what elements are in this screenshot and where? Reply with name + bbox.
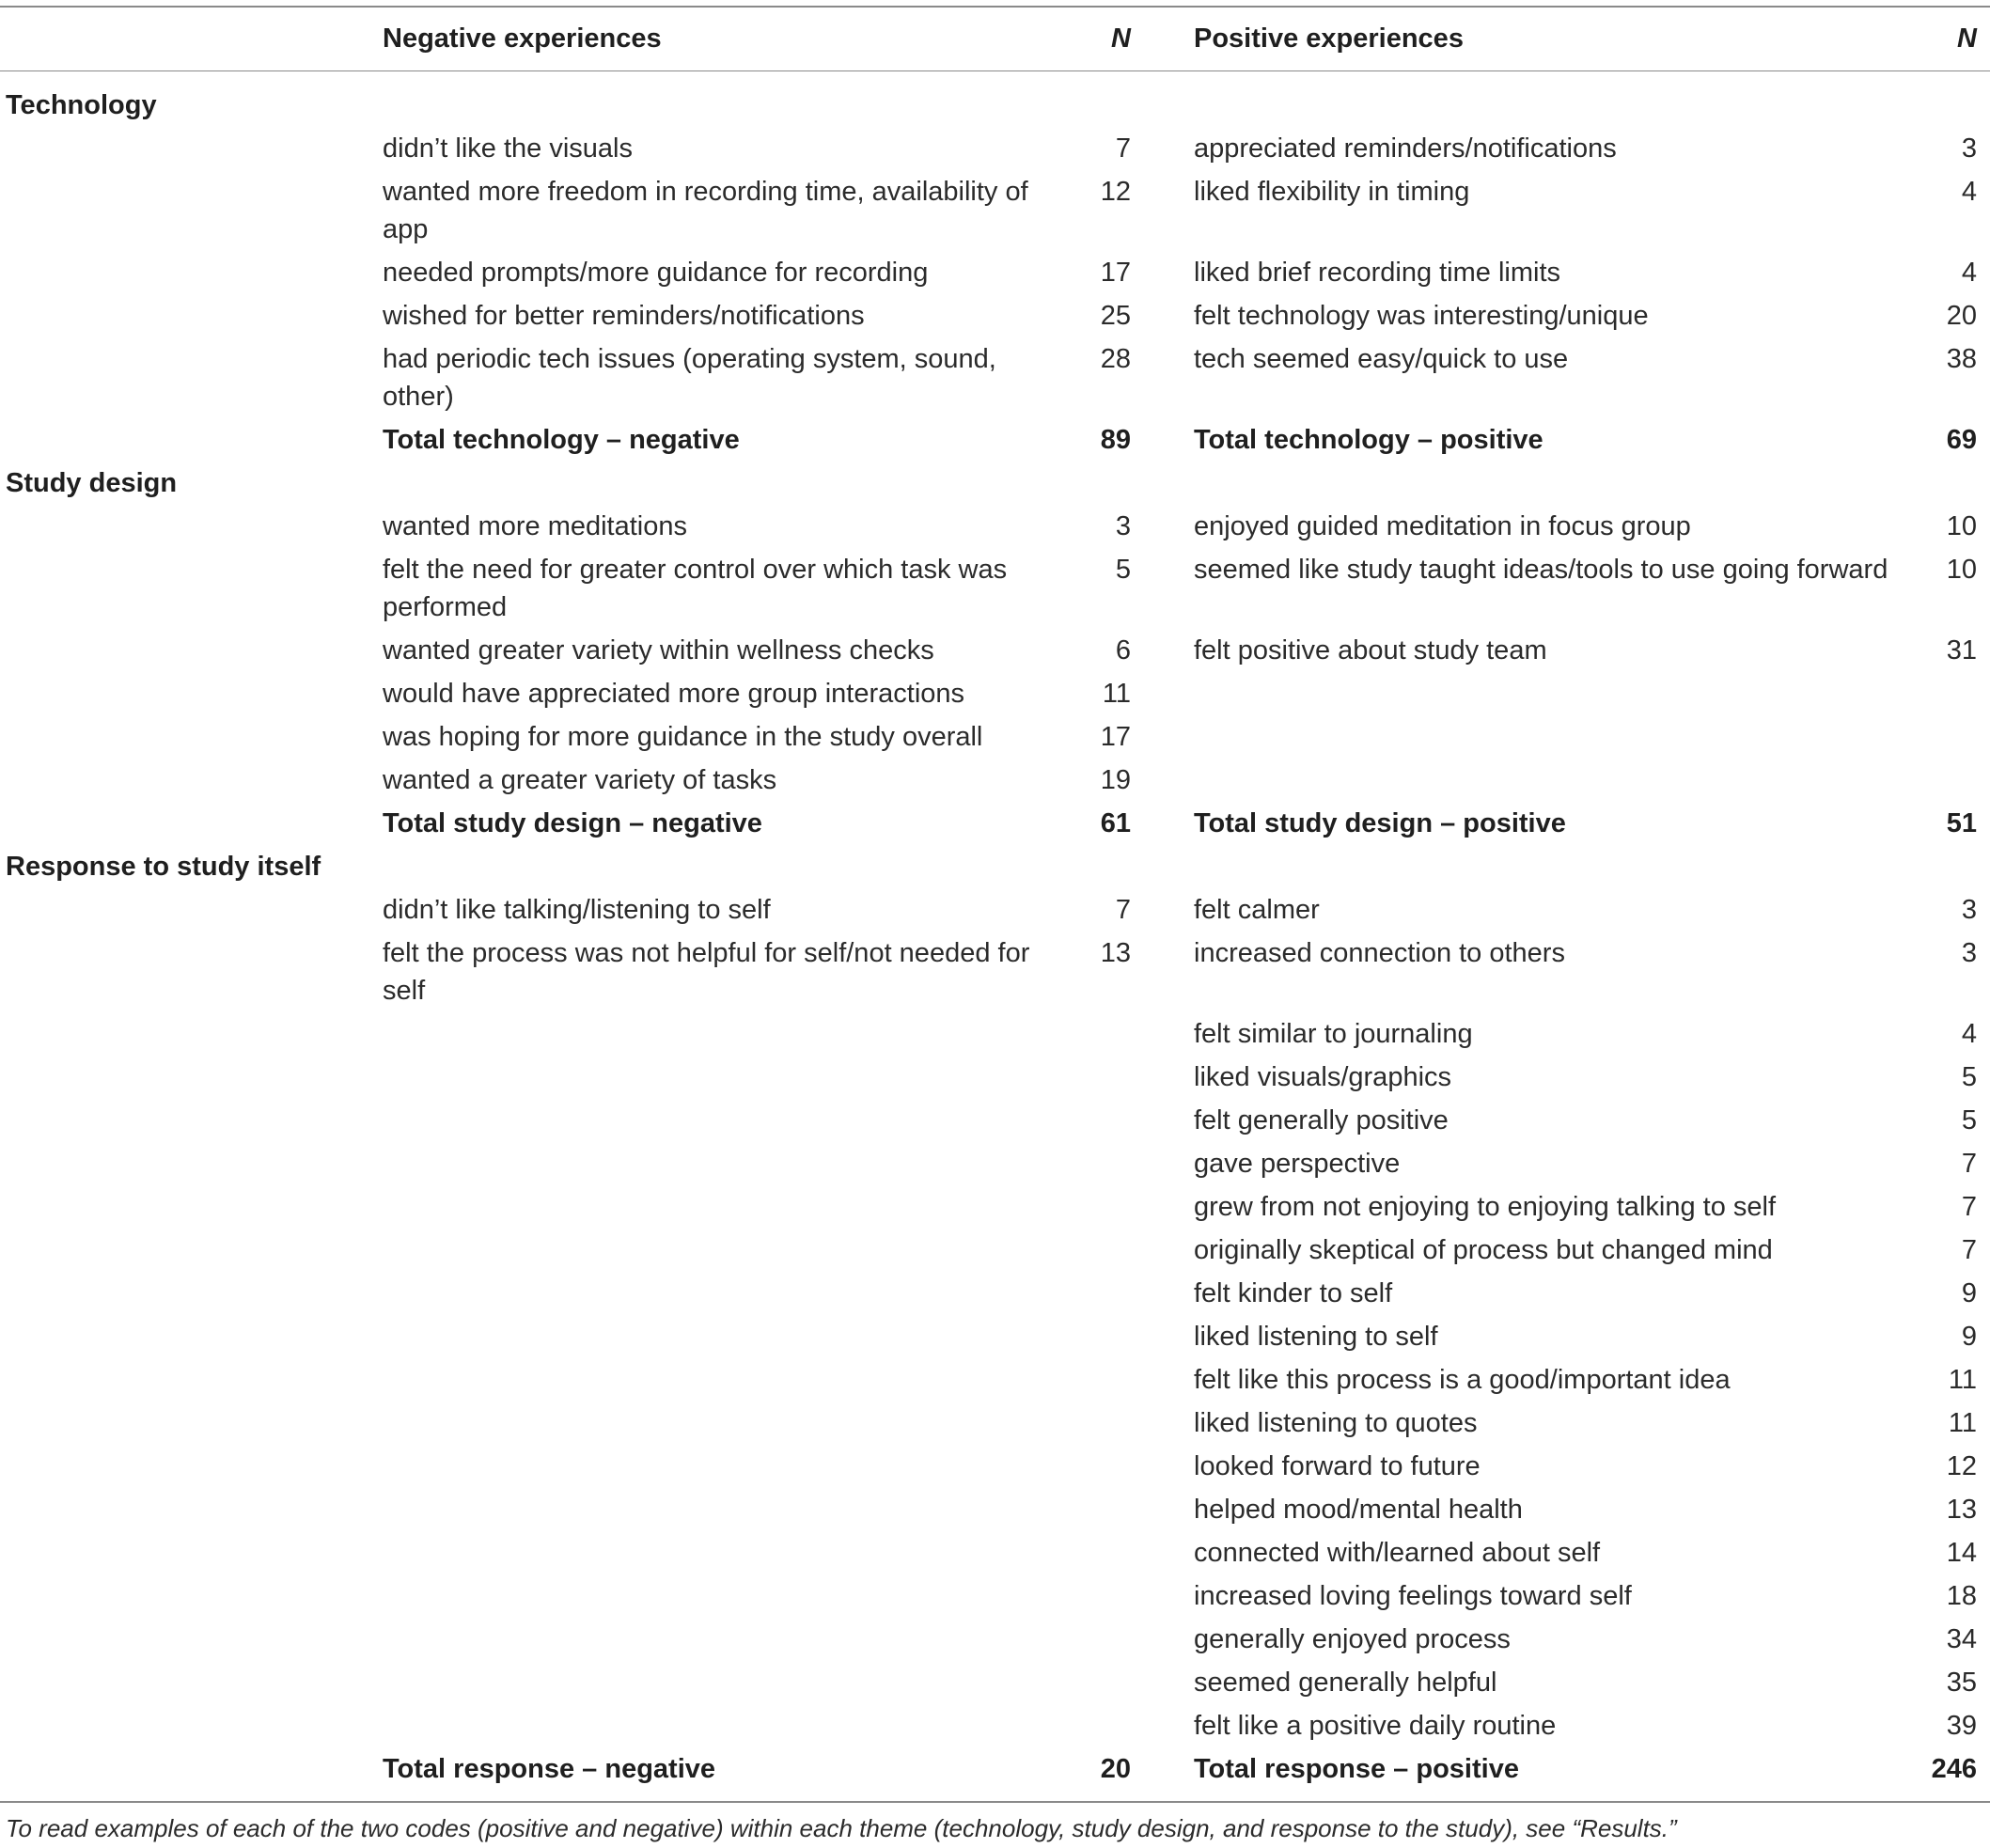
header-positive: Positive experiences: [1194, 23, 1464, 54]
positive-item-text: felt calmer: [1194, 895, 1320, 925]
positive-item-text: felt like a positive daily routine: [1194, 1711, 1557, 1741]
positive-item-count: 7: [1961, 1192, 1977, 1222]
negative-item-text: needed prompts/more guidance for recording: [383, 258, 929, 288]
negative-item-text: app: [383, 214, 429, 244]
negative-item-text: self: [383, 976, 426, 1006]
positive-item-count: 11: [1948, 1365, 1977, 1395]
negative-item-count: 5: [1115, 555, 1131, 585]
positive-item-text: liked flexibility in timing: [1194, 177, 1470, 207]
positive-item-text: enjoyed guided meditation in focus group: [1194, 511, 1691, 541]
positive-item-text: appreciated reminders/notifications: [1194, 133, 1617, 164]
positive-item-count: 4: [1961, 258, 1977, 288]
negative-item-text: wished for better reminders/notifications: [383, 301, 865, 331]
positive-item-text: connected with/learned about self: [1194, 1538, 1601, 1568]
negative-item-count: 11: [1102, 679, 1131, 709]
positive-item-text: increased connection to others: [1194, 938, 1565, 968]
negative-item-text: didn’t like the visuals: [383, 133, 633, 164]
negative-item-text: other): [383, 382, 454, 412]
negative-item-text: didn’t like talking/listening to self: [383, 895, 771, 925]
positive-item-count: 5: [1961, 1062, 1977, 1092]
negative-item-count: 3: [1115, 511, 1131, 541]
positive-item-text: liked listening to quotes: [1194, 1408, 1478, 1438]
header-n-positive: N: [1957, 23, 1977, 54]
top-rule: [0, 6, 1990, 8]
positive-item-count: 10: [1946, 555, 1977, 585]
total-positive-count: 51: [1946, 808, 1977, 838]
positive-item-text: liked visuals/graphics: [1194, 1062, 1452, 1092]
bottom-rule: [0, 1801, 1990, 1803]
positive-item-text: felt similar to journaling: [1194, 1019, 1473, 1049]
positive-item-count: 34: [1946, 1624, 1977, 1654]
header-n-negative: N: [1111, 23, 1131, 54]
positive-item-count: 35: [1946, 1668, 1977, 1698]
negative-item-count: 7: [1115, 133, 1131, 164]
negative-item-count: 17: [1100, 258, 1131, 288]
total-positive-count: 246: [1931, 1754, 1977, 1784]
table-footnote: To read examples of each of the two codes (positive and negative) within each theme (technology, study design, and response to the study), see “Results.”: [6, 1814, 1677, 1842]
positive-item-text: gave perspective: [1194, 1149, 1401, 1179]
negative-item-text: had periodic tech issues (operating system, sound,: [383, 344, 996, 374]
positive-item-count: 3: [1961, 895, 1977, 925]
header-negative: Negative experiences: [383, 23, 662, 54]
positive-item-count: 9: [1961, 1322, 1977, 1352]
total-negative-count: 20: [1100, 1754, 1131, 1784]
positive-item-text: seemed generally helpful: [1194, 1668, 1497, 1698]
positive-item-text: felt technology was interesting/unique: [1194, 301, 1649, 331]
positive-item-count: 11: [1948, 1408, 1977, 1438]
positive-item-count: 9: [1961, 1278, 1977, 1308]
positive-item-count: 7: [1961, 1149, 1977, 1179]
negative-item-count: 7: [1115, 895, 1131, 925]
total-positive-label: Total response – positive: [1194, 1754, 1519, 1784]
positive-item-text: originally skeptical of process but changed mind: [1194, 1235, 1773, 1265]
negative-item-text: would have appreciated more group interactions: [383, 679, 965, 709]
total-positive-label: Total study design – positive: [1194, 808, 1566, 838]
header-rule: [0, 70, 1990, 71]
negative-item-text: wanted more freedom in recording time, availability of: [383, 177, 1028, 207]
negative-item-text: felt the need for greater control over which task was: [383, 555, 1008, 585]
positive-item-text: liked brief recording time limits: [1194, 258, 1561, 288]
positive-item-count: 5: [1961, 1105, 1977, 1135]
positive-item-text: grew from not enjoying to enjoying talking to self: [1194, 1192, 1777, 1222]
positive-item-text: increased loving feelings toward self: [1194, 1581, 1632, 1611]
negative-item-count: 17: [1100, 722, 1131, 752]
total-positive-count: 69: [1946, 425, 1977, 455]
positive-item-count: 3: [1961, 938, 1977, 968]
theme-heading: Study design: [6, 468, 178, 498]
negative-item-text: felt the process was not helpful for self/not needed for: [383, 938, 1030, 968]
positive-item-text: looked forward to future: [1194, 1451, 1481, 1481]
total-negative-label: Total technology – negative: [383, 425, 740, 455]
negative-item-count: 19: [1100, 765, 1131, 795]
negative-item-count: 6: [1115, 635, 1131, 666]
total-negative-label: Total response – negative: [383, 1754, 716, 1784]
positive-item-count: 13: [1946, 1495, 1977, 1525]
negative-item-text: performed: [383, 592, 508, 622]
negative-item-count: 13: [1100, 938, 1131, 968]
positive-item-text: felt generally positive: [1194, 1105, 1449, 1135]
positive-item-count: 4: [1961, 177, 1977, 207]
positive-item-text: seemed like study taught ideas/tools to use going forward: [1194, 555, 1888, 585]
total-negative-label: Total study design – negative: [383, 808, 762, 838]
positive-item-count: 31: [1946, 635, 1977, 666]
positive-item-count: 7: [1961, 1235, 1977, 1265]
negative-item-count: 28: [1100, 344, 1131, 374]
positive-item-count: 18: [1946, 1581, 1977, 1611]
positive-item-text: liked listening to self: [1194, 1322, 1438, 1352]
positive-item-count: 39: [1946, 1711, 1977, 1741]
theme-heading: Technology: [6, 90, 157, 120]
positive-item-text: felt like this process is a good/important idea: [1194, 1365, 1731, 1395]
negative-item-count: 25: [1100, 301, 1131, 331]
total-positive-label: Total technology – positive: [1194, 425, 1543, 455]
negative-item-count: 12: [1100, 177, 1131, 207]
positive-item-text: helped mood/mental health: [1194, 1495, 1523, 1525]
positive-item-count: 12: [1946, 1451, 1977, 1481]
positive-item-count: 14: [1946, 1538, 1977, 1568]
negative-item-text: wanted greater variety within wellness checks: [383, 635, 934, 666]
negative-item-text: wanted a greater variety of tasks: [383, 765, 777, 795]
negative-item-text: wanted more meditations: [383, 511, 687, 541]
positive-item-text: generally enjoyed process: [1194, 1624, 1511, 1654]
positive-item-count: 38: [1946, 344, 1977, 374]
positive-item-count: 20: [1946, 301, 1977, 331]
positive-item-text: tech seemed easy/quick to use: [1194, 344, 1569, 374]
total-negative-count: 61: [1100, 808, 1131, 838]
positive-item-count: 3: [1961, 133, 1977, 164]
positive-item-text: felt positive about study team: [1194, 635, 1547, 666]
theme-heading: Response to study itself: [6, 852, 321, 882]
positive-item-count: 10: [1946, 511, 1977, 541]
total-negative-count: 89: [1100, 425, 1131, 455]
positive-item-count: 4: [1961, 1019, 1977, 1049]
positive-item-text: felt kinder to self: [1194, 1278, 1393, 1308]
negative-item-text: was hoping for more guidance in the study overall: [383, 722, 983, 752]
